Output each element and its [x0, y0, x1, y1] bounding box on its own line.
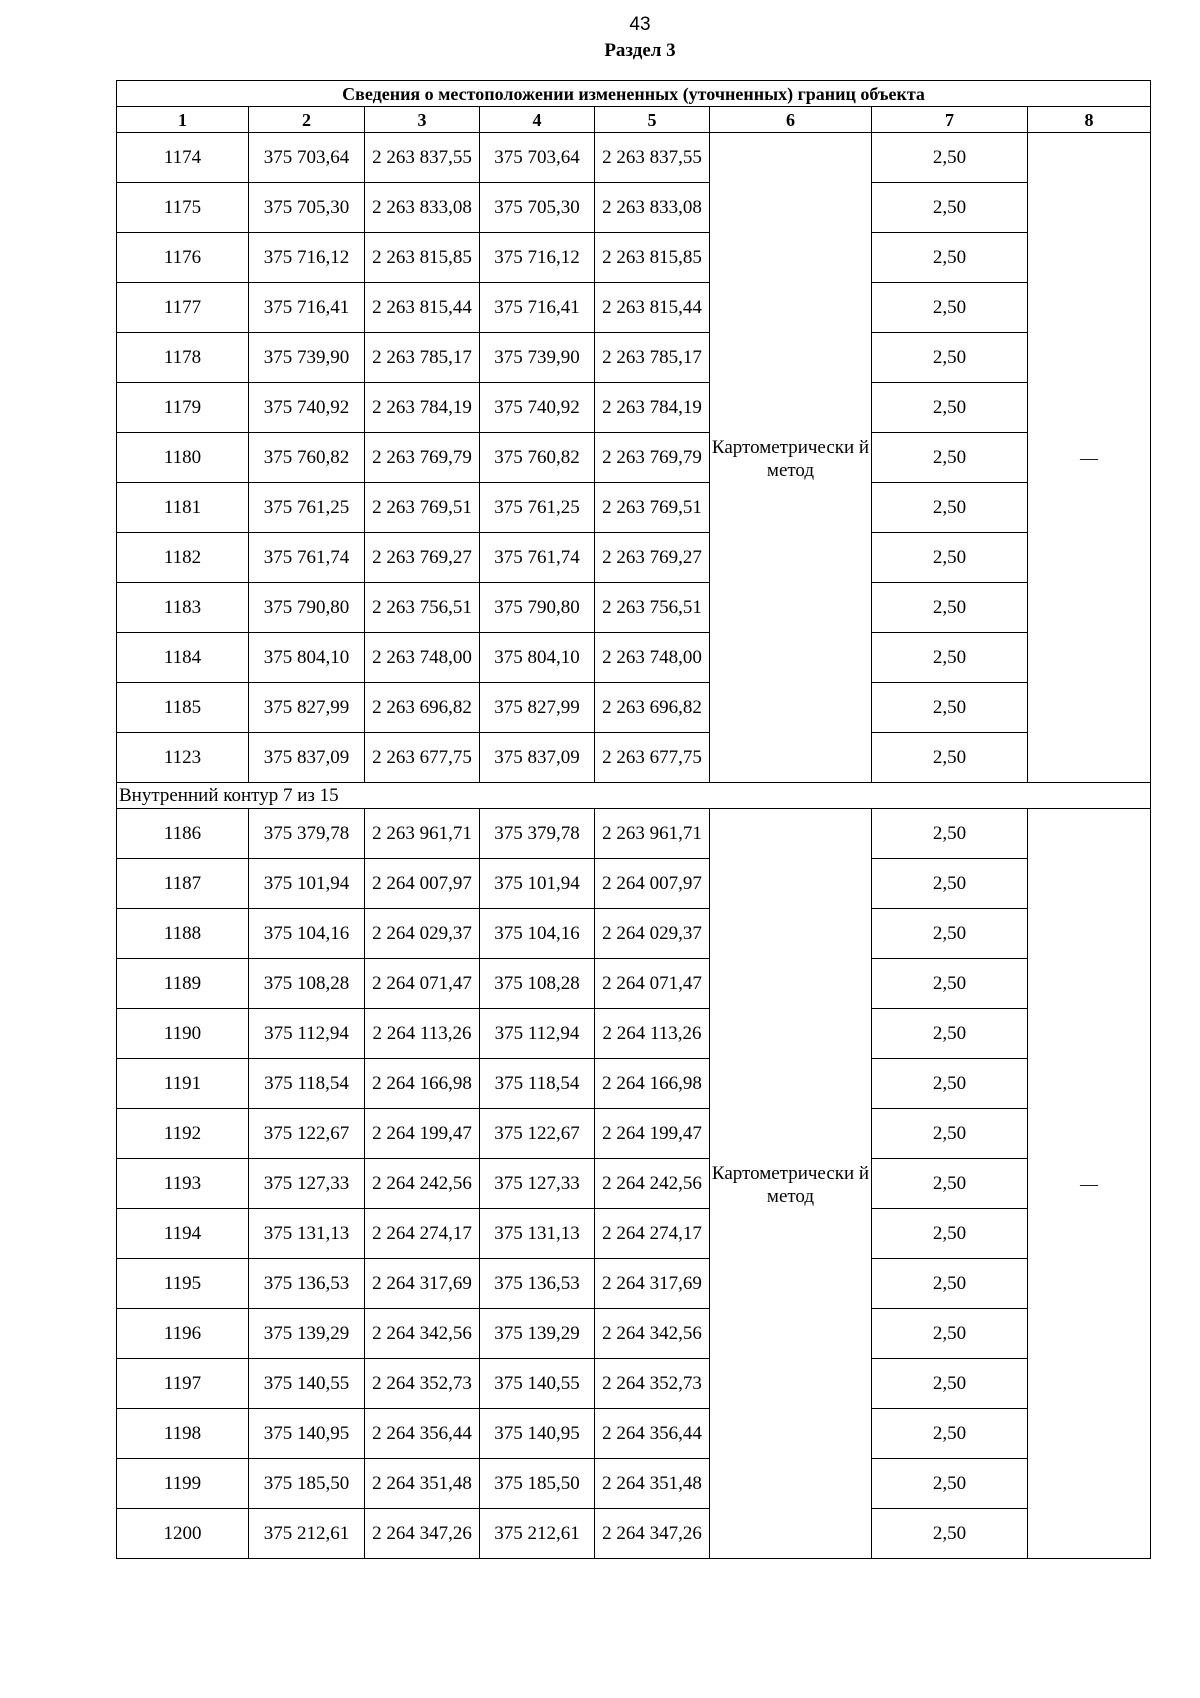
precision: 2,50 [872, 133, 1028, 183]
old-y: 2 264 352,73 [365, 1359, 480, 1409]
old-y: 2 263 769,51 [365, 483, 480, 533]
precision: 2,50 [872, 383, 1028, 433]
new-y: 2 264 071,47 [595, 959, 710, 1009]
table-row [117, 1009, 1151, 1059]
new-y: 2 263 815,85 [595, 233, 710, 283]
precision: 2,50 [872, 1259, 1028, 1309]
old-x: 375 761,74 [249, 533, 365, 583]
precision: 2,50 [872, 333, 1028, 383]
new-x: 375 122,67 [480, 1109, 595, 1159]
note-cell: — [1028, 133, 1151, 783]
point-number: 1179 [117, 383, 249, 433]
column-header: 3 [365, 107, 480, 133]
table-row [117, 1059, 1151, 1109]
table-row [117, 1509, 1151, 1559]
precision: 2,50 [872, 1459, 1028, 1509]
new-y: 2 264 342,56 [595, 1309, 710, 1359]
point-number: 1176 [117, 233, 249, 283]
table-row [117, 333, 1151, 383]
table-row [117, 683, 1151, 733]
new-x: 375 139,29 [480, 1309, 595, 1359]
old-y: 2 264 242,56 [365, 1159, 480, 1209]
point-number: 1182 [117, 533, 249, 583]
precision: 2,50 [872, 533, 1028, 583]
old-y: 2 263 756,51 [365, 583, 480, 633]
column-header: 4 [480, 107, 595, 133]
precision: 2,50 [872, 809, 1028, 859]
point-number: 1194 [117, 1209, 249, 1259]
old-x: 375 131,13 [249, 1209, 365, 1259]
old-y: 2 263 815,85 [365, 233, 480, 283]
table-row [117, 483, 1151, 533]
section-title: Раздел 3 [604, 40, 676, 61]
new-y: 2 264 029,37 [595, 909, 710, 959]
old-x: 375 760,82 [249, 433, 365, 483]
old-x: 375 104,16 [249, 909, 365, 959]
new-y: 2 263 769,51 [595, 483, 710, 533]
new-x: 375 131,13 [480, 1209, 595, 1259]
new-x: 375 379,78 [480, 809, 595, 859]
column-header: 6 [710, 107, 872, 133]
point-number: 1180 [117, 433, 249, 483]
new-x: 375 118,54 [480, 1059, 595, 1109]
new-y: 2 263 837,55 [595, 133, 710, 183]
precision: 2,50 [872, 733, 1028, 783]
precision: 2,50 [872, 1409, 1028, 1459]
new-x: 375 716,12 [480, 233, 595, 283]
old-x: 375 101,94 [249, 859, 365, 909]
new-y: 2 263 677,75 [595, 733, 710, 783]
table-row [117, 383, 1151, 433]
old-x: 375 837,09 [249, 733, 365, 783]
old-y: 2 263 769,79 [365, 433, 480, 483]
old-x: 375 703,64 [249, 133, 365, 183]
precision: 2,50 [872, 683, 1028, 733]
old-y: 2 264 029,37 [365, 909, 480, 959]
new-y: 2 264 242,56 [595, 1159, 710, 1209]
point-number: 1185 [117, 683, 249, 733]
new-x: 375 127,33 [480, 1159, 595, 1209]
new-y: 2 264 347,26 [595, 1509, 710, 1559]
old-x: 375 705,30 [249, 183, 365, 233]
new-y: 2 264 113,26 [595, 1009, 710, 1059]
new-y: 2 263 784,19 [595, 383, 710, 433]
old-y: 2 263 961,71 [365, 809, 480, 859]
new-x: 375 185,50 [480, 1459, 595, 1509]
precision: 2,50 [872, 283, 1028, 333]
old-x: 375 185,50 [249, 1459, 365, 1509]
new-y: 2 263 785,17 [595, 333, 710, 383]
table-row [117, 1209, 1151, 1259]
new-x: 375 739,90 [480, 333, 595, 383]
precision: 2,50 [872, 1509, 1028, 1559]
precision: 2,50 [872, 583, 1028, 633]
old-y: 2 264 071,47 [365, 959, 480, 1009]
precision: 2,50 [872, 1309, 1028, 1359]
table-row [117, 233, 1151, 283]
precision: 2,50 [872, 433, 1028, 483]
new-x: 375 104,16 [480, 909, 595, 959]
column-header: 5 [595, 107, 710, 133]
point-number: 1200 [117, 1509, 249, 1559]
point-number: 1178 [117, 333, 249, 383]
new-y: 2 264 351,48 [595, 1459, 710, 1509]
old-x: 375 804,10 [249, 633, 365, 683]
point-number: 1195 [117, 1259, 249, 1309]
old-y: 2 264 317,69 [365, 1259, 480, 1309]
table-row [117, 909, 1151, 959]
new-y: 2 263 769,79 [595, 433, 710, 483]
table-row [117, 1159, 1151, 1209]
column-header: 8 [1028, 107, 1151, 133]
contour-label-row [117, 783, 1151, 809]
column-header: 2 [249, 107, 365, 133]
new-y: 2 264 317,69 [595, 1259, 710, 1309]
point-number: 1193 [117, 1159, 249, 1209]
point-number: 1177 [117, 283, 249, 333]
table-row [117, 183, 1151, 233]
new-y: 2 264 007,97 [595, 859, 710, 909]
precision: 2,50 [872, 1359, 1028, 1409]
old-x: 375 140,95 [249, 1409, 365, 1459]
old-x: 375 118,54 [249, 1059, 365, 1109]
point-number: 1188 [117, 909, 249, 959]
new-y: 2 263 961,71 [595, 809, 710, 859]
boundary-table [116, 80, 1151, 1559]
new-x: 375 705,30 [480, 183, 595, 233]
point-number: 1187 [117, 859, 249, 909]
precision: 2,50 [872, 909, 1028, 959]
old-x: 375 122,67 [249, 1109, 365, 1159]
point-number: 1198 [117, 1409, 249, 1459]
old-y: 2 264 199,47 [365, 1109, 480, 1159]
new-x: 375 761,74 [480, 533, 595, 583]
table-row [117, 583, 1151, 633]
method-cell: Картометрически й метод [710, 809, 872, 1559]
point-number: 1175 [117, 183, 249, 233]
point-number: 1189 [117, 959, 249, 1009]
table-row [117, 1459, 1151, 1509]
new-x: 375 212,61 [480, 1509, 595, 1559]
point-number: 1184 [117, 633, 249, 683]
new-x: 375 790,80 [480, 583, 595, 633]
precision: 2,50 [872, 1059, 1028, 1109]
new-y: 2 264 166,98 [595, 1059, 710, 1109]
table-row [117, 859, 1151, 909]
table-row [117, 1259, 1151, 1309]
precision: 2,50 [872, 1109, 1028, 1159]
point-number: 1191 [117, 1059, 249, 1109]
new-x: 375 716,41 [480, 283, 595, 333]
table-row [117, 283, 1151, 333]
old-x: 375 739,90 [249, 333, 365, 383]
new-y: 2 263 815,44 [595, 283, 710, 333]
old-y: 2 264 007,97 [365, 859, 480, 909]
old-y: 2 264 342,56 [365, 1309, 480, 1359]
old-y: 2 263 696,82 [365, 683, 480, 733]
old-y: 2 263 815,44 [365, 283, 480, 333]
new-x: 375 136,53 [480, 1259, 595, 1309]
old-x: 375 108,28 [249, 959, 365, 1009]
new-y: 2 263 748,00 [595, 633, 710, 683]
new-x: 375 760,82 [480, 433, 595, 483]
contour-label: Внутренний контур 7 из 15 [117, 783, 1151, 809]
old-x: 375 127,33 [249, 1159, 365, 1209]
new-y: 2 264 356,44 [595, 1409, 710, 1459]
new-x: 375 703,64 [480, 133, 595, 183]
precision: 2,50 [872, 859, 1028, 909]
point-number: 1197 [117, 1359, 249, 1409]
old-x: 375 716,41 [249, 283, 365, 333]
point-number: 1192 [117, 1109, 249, 1159]
table-row [117, 533, 1151, 583]
old-y: 2 264 356,44 [365, 1409, 480, 1459]
old-y: 2 264 274,17 [365, 1209, 480, 1259]
old-x: 375 761,25 [249, 483, 365, 533]
new-x: 375 740,92 [480, 383, 595, 433]
old-y: 2 264 166,98 [365, 1059, 480, 1109]
old-y: 2 263 677,75 [365, 733, 480, 783]
precision: 2,50 [872, 959, 1028, 1009]
table-row [117, 809, 1151, 859]
old-x: 375 212,61 [249, 1509, 365, 1559]
new-x: 375 101,94 [480, 859, 595, 909]
column-header: 7 [872, 107, 1028, 133]
table-title: Сведения о местоположении измененных (уточненных) границ объекта [117, 81, 1151, 107]
old-y: 2 264 113,26 [365, 1009, 480, 1059]
table-row [117, 733, 1151, 783]
old-x: 375 827,99 [249, 683, 365, 733]
new-y: 2 264 199,47 [595, 1109, 710, 1159]
table-row [117, 1309, 1151, 1359]
new-y: 2 264 274,17 [595, 1209, 710, 1259]
new-x: 375 140,95 [480, 1409, 595, 1459]
new-x: 375 827,99 [480, 683, 595, 733]
table-row [117, 433, 1151, 483]
precision: 2,50 [872, 483, 1028, 533]
precision: 2,50 [872, 1209, 1028, 1259]
point-number: 1199 [117, 1459, 249, 1509]
point-number: 1183 [117, 583, 249, 633]
old-x: 375 139,29 [249, 1309, 365, 1359]
point-number: 1186 [117, 809, 249, 859]
old-y: 2 263 837,55 [365, 133, 480, 183]
point-number: 1174 [117, 133, 249, 183]
new-x: 375 837,09 [480, 733, 595, 783]
new-y: 2 264 352,73 [595, 1359, 710, 1409]
old-x: 375 790,80 [249, 583, 365, 633]
old-x: 375 140,55 [249, 1359, 365, 1409]
table-row [117, 1359, 1151, 1409]
point-number: 1123 [117, 733, 249, 783]
old-x: 375 136,53 [249, 1259, 365, 1309]
point-number: 1181 [117, 483, 249, 533]
precision: 2,50 [872, 633, 1028, 683]
page-number: 43 [629, 14, 651, 35]
table-row [117, 959, 1151, 1009]
old-x: 375 379,78 [249, 809, 365, 859]
table-row [117, 1409, 1151, 1459]
precision: 2,50 [872, 233, 1028, 283]
old-y: 2 263 748,00 [365, 633, 480, 683]
old-y: 2 264 347,26 [365, 1509, 480, 1559]
point-number: 1196 [117, 1309, 249, 1359]
old-y: 2 263 784,19 [365, 383, 480, 433]
new-x: 375 761,25 [480, 483, 595, 533]
table-row [117, 1109, 1151, 1159]
old-y: 2 263 785,17 [365, 333, 480, 383]
old-x: 375 716,12 [249, 233, 365, 283]
column-header-row [117, 107, 1151, 133]
new-y: 2 263 769,27 [595, 533, 710, 583]
old-y: 2 263 769,27 [365, 533, 480, 583]
new-x: 375 112,94 [480, 1009, 595, 1059]
old-x: 375 740,92 [249, 383, 365, 433]
new-x: 375 140,55 [480, 1359, 595, 1409]
precision: 2,50 [872, 183, 1028, 233]
new-y: 2 263 696,82 [595, 683, 710, 733]
old-x: 375 112,94 [249, 1009, 365, 1059]
note-cell: — [1028, 809, 1151, 1559]
precision: 2,50 [872, 1159, 1028, 1209]
table-row [117, 133, 1151, 183]
new-x: 375 108,28 [480, 959, 595, 1009]
precision: 2,50 [872, 1009, 1028, 1059]
old-y: 2 264 351,48 [365, 1459, 480, 1509]
new-y: 2 263 756,51 [595, 583, 710, 633]
table-row [117, 633, 1151, 683]
new-x: 375 804,10 [480, 633, 595, 683]
method-cell: Картометрически й метод [710, 133, 872, 783]
point-number: 1190 [117, 1009, 249, 1059]
column-header: 1 [117, 107, 249, 133]
old-y: 2 263 833,08 [365, 183, 480, 233]
new-y: 2 263 833,08 [595, 183, 710, 233]
